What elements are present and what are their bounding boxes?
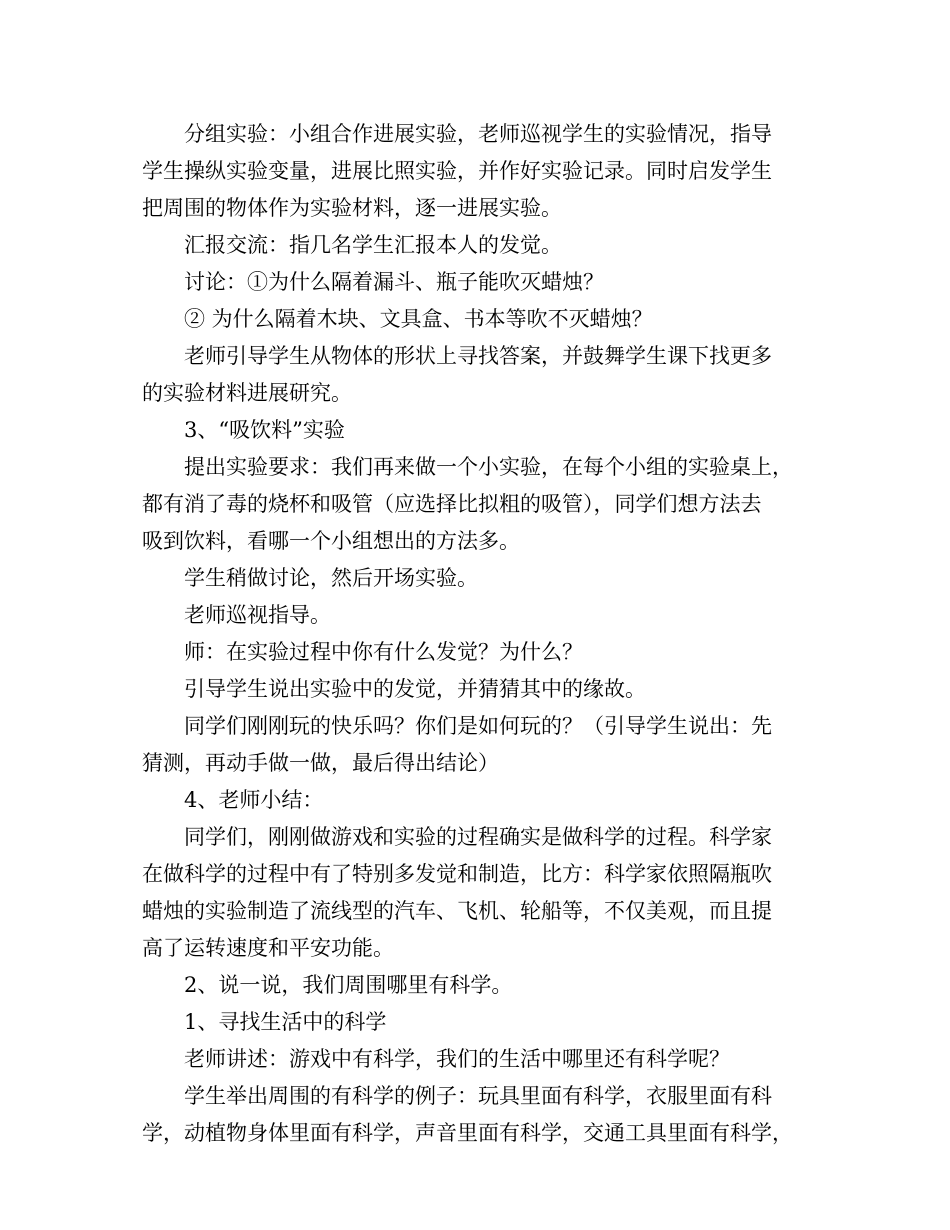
- paragraph-line: 蜡烛的实验制造了流线型的汽车、飞机、轮船等，不仅美观，而且提: [142, 899, 772, 923]
- section-heading: 2、说一说，我们周围哪里有科学。: [184, 973, 513, 997]
- section-heading: 1、寻找生活中的科学: [184, 1010, 387, 1034]
- document-body: [142, 116, 822, 1152]
- paragraph-line: 引导学生说出实验中的发觉，并猜猜其中的缘故。: [184, 677, 646, 701]
- paragraph-line: 同学们刚刚玩的快乐吗？你们是如何玩的？（引导学生说出：先: [184, 714, 772, 738]
- paragraph-line: 吸到饮料，看哪一个小组想出的方法多。: [142, 529, 520, 553]
- section-heading: 4、老师小结：: [184, 788, 324, 812]
- paragraph-line: 分组实验：小组合作进展实验，老师巡视学生的实验情况，指导: [184, 122, 772, 146]
- paragraph-line: 的实验材料进展研究。: [142, 381, 352, 405]
- paragraph-line: 学生操纵实验变量，进展比照实验，并作好实验记录。同时启发学生: [142, 159, 772, 183]
- paragraph-line: 学生稍做讨论，然后开场实验。: [184, 566, 478, 590]
- section-heading: 3、“吸饮料”实验: [184, 418, 345, 442]
- paragraph-line: 在做科学的过程中有了特别多发觉和制造，比方：科学家依照隔瓶吹: [142, 862, 772, 886]
- paragraph-line: 讨论：①为什么隔着漏斗、瓶子能吹灭蜡烛？: [184, 270, 604, 294]
- paragraph-line: 都有消了毒的烧杯和吸管（应选择比拟粗的吸管），同学们想方法去: [142, 492, 762, 516]
- paragraph-line: 猜测，再动手做一做，最后得出结论）: [142, 751, 499, 775]
- paragraph-line: 高了运转速度和平安功能。: [142, 936, 394, 960]
- paragraph-line: 师：在实验过程中你有什么发觉？为什么？: [184, 640, 583, 664]
- paragraph-line: 老师巡视指导。: [184, 603, 331, 627]
- paragraph-line: 把周围的物体作为实验材料，逐一进展实验。: [142, 196, 562, 220]
- paragraph-line: 学，动植物身体里面有科学，声音里面有科学，交通工具里面有科学，: [142, 1121, 793, 1145]
- paragraph-line: 提出实验要求：我们再来做一个小实验，在每个小组的实验桌上，: [184, 455, 793, 479]
- paragraph-line: 学生举出周围的有科学的例子：玩具里面有科学，衣服里面有科: [184, 1084, 772, 1108]
- paragraph-line: 同学们，刚刚做游戏和实验的过程确实是做科学的过程。科学家: [184, 825, 772, 849]
- paragraph-line: 汇报交流：指几名学生汇报本人的发觉。: [184, 233, 562, 257]
- paragraph-line: 老师讲述：游戏中有科学，我们的生活中哪里还有科学呢？: [184, 1047, 730, 1071]
- paragraph-line: 老师引导学生从物体的形状上寻找答案，并鼓舞学生课下找更多: [184, 344, 772, 368]
- paragraph-line: ② 为什么隔着木块、文具盒、书本等吹不灭蜡烛？: [184, 307, 653, 331]
